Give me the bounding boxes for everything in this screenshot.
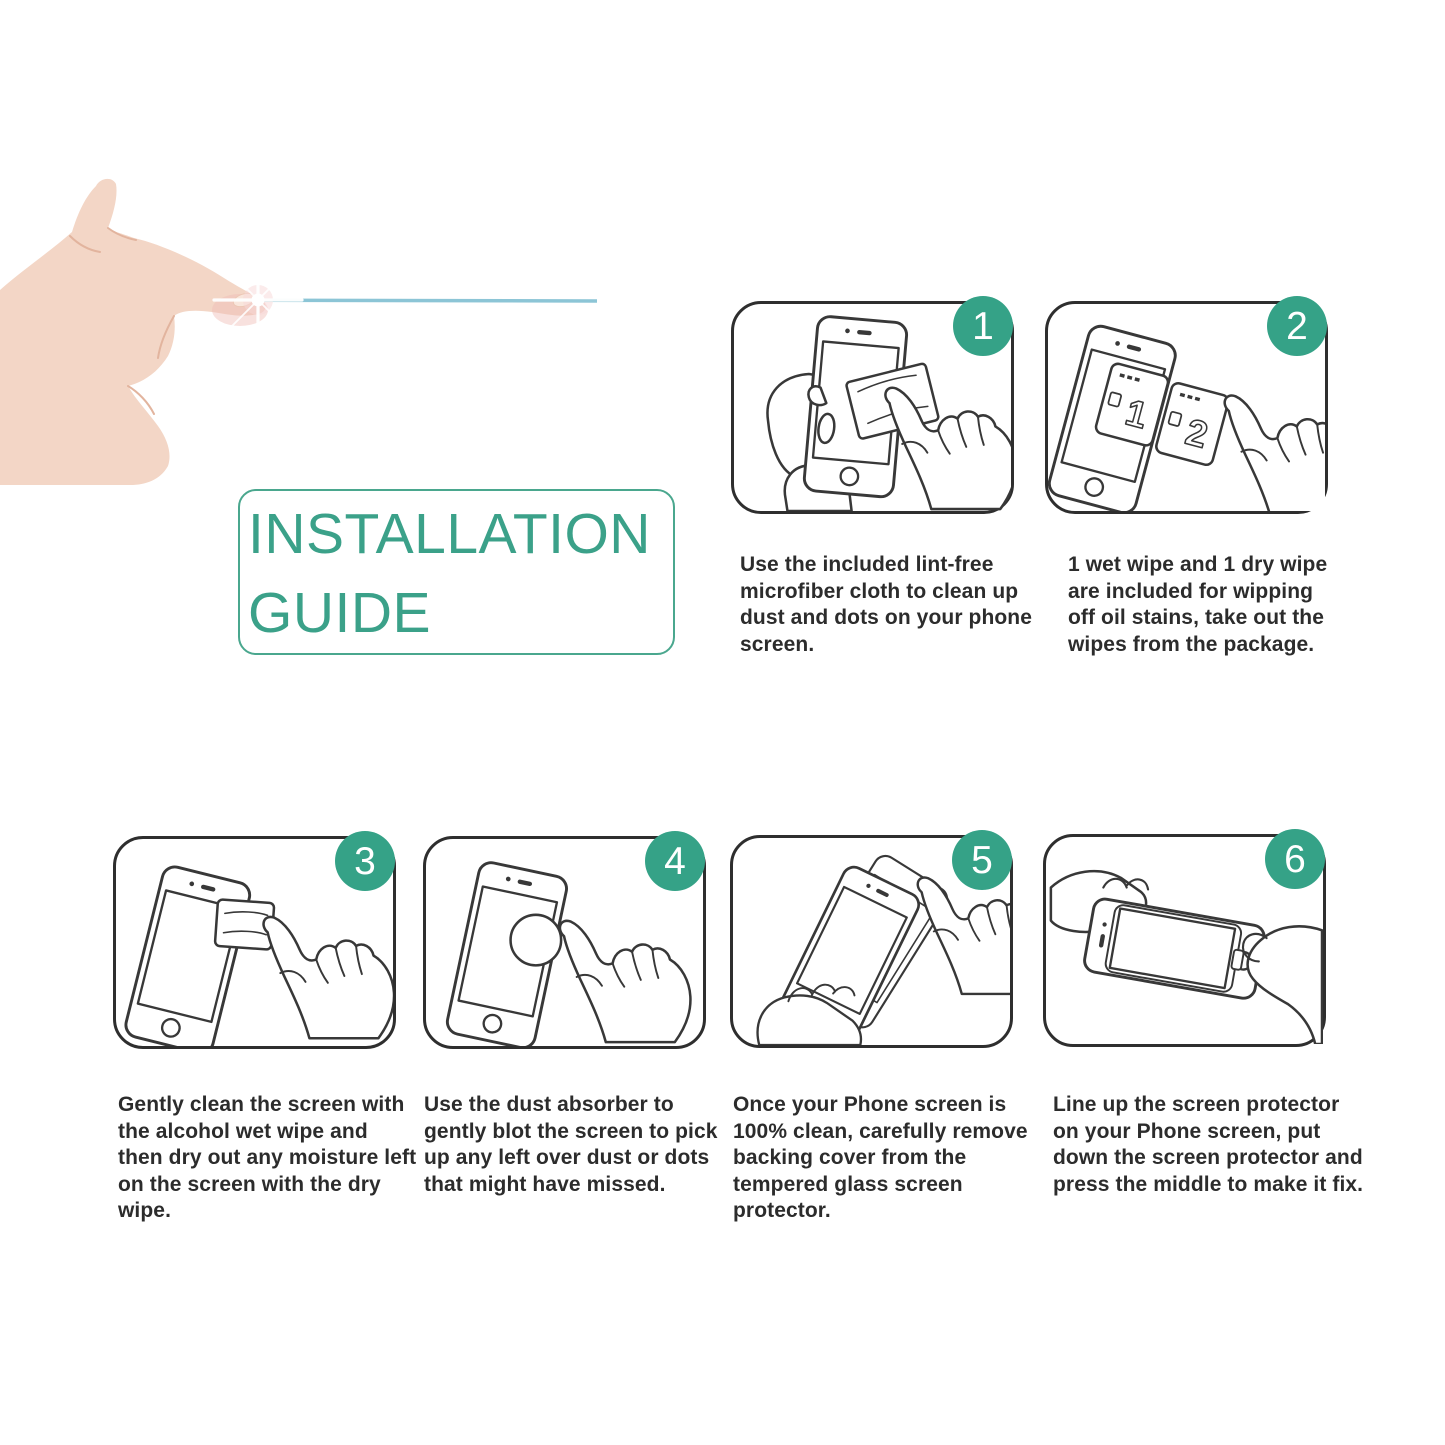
step-2-badge bbox=[1267, 296, 1327, 356]
step-1-number: 1 bbox=[972, 304, 994, 348]
title-box bbox=[238, 489, 675, 655]
step-5-badge bbox=[952, 830, 1012, 890]
step-3-description: Gently clean the screen with the alcohol wet wipe and then dry out any moisture left on the screen with the dry wipe. bbox=[118, 1093, 417, 1222]
step-5-number: 5 bbox=[971, 838, 993, 882]
page-title bbox=[240, 491, 673, 653]
step-1-description: Use the included lint-free microfiber cloth to clean up dust and dots on your phone screen. bbox=[740, 553, 1033, 656]
step-1-badge bbox=[953, 296, 1013, 356]
hand-silhouette bbox=[0, 179, 266, 485]
title-line-2: GUIDE bbox=[248, 581, 432, 645]
step-4-figure bbox=[423, 836, 706, 1049]
step-2-description: 1 wet wipe and 1 dry wipe are included for wipping off oil stains, take out the wipes from the package. bbox=[1068, 553, 1328, 656]
title-line-1: INSTALLATION bbox=[248, 502, 651, 566]
wipe-packet-1-label: 1 bbox=[1121, 391, 1152, 437]
step-2-number: 2 bbox=[1286, 304, 1308, 348]
step-6-badge bbox=[1265, 829, 1325, 889]
wipe-packet-2-label: 2 bbox=[1181, 410, 1212, 456]
step-1-figure bbox=[731, 301, 1014, 514]
step-6-description: Line up the screen protector on your Phone screen, put down the screen protector and press the middle to make it fix. bbox=[1053, 1093, 1364, 1196]
step-5-description: Once your Phone screen is 100% clean, carefully remove backing cover from the tempered glass screen protector. bbox=[733, 1093, 1028, 1222]
step-3-figure bbox=[113, 836, 396, 1049]
step-5-figure bbox=[730, 835, 1013, 1048]
step-6-number: 6 bbox=[1284, 837, 1306, 881]
step-4-description: Use the dust absorber to gently blot the screen to pick up any left over dust or dots that might have missed. bbox=[424, 1093, 718, 1196]
step-3-badge bbox=[335, 831, 395, 891]
hero-hand-with-glass-photo bbox=[0, 140, 620, 485]
step-4-badge bbox=[645, 831, 705, 891]
sparkle-icon bbox=[214, 256, 302, 344]
step-6-figure bbox=[1043, 834, 1326, 1047]
step-4-number: 4 bbox=[664, 839, 686, 883]
step-3-number: 3 bbox=[354, 839, 376, 883]
step-2-figure bbox=[1045, 301, 1328, 514]
